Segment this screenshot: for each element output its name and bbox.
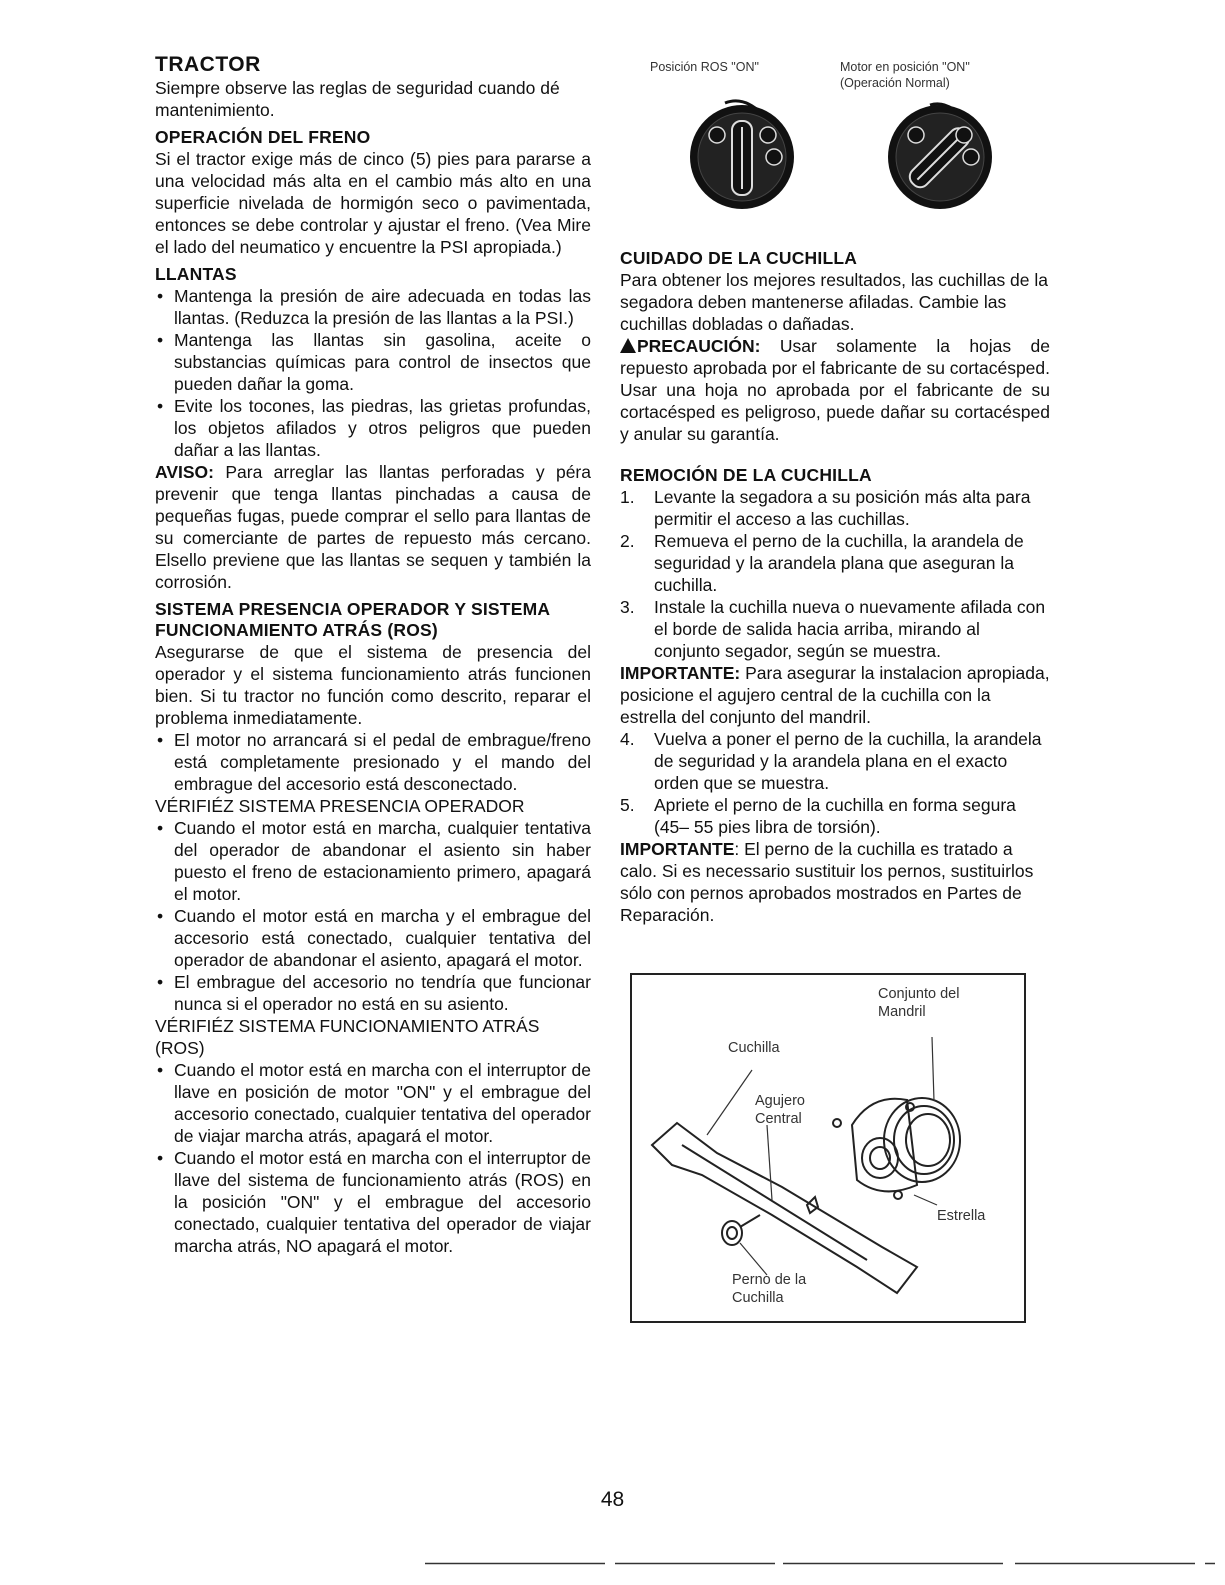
verify-operator-list (155, 817, 591, 1015)
step-text: Vuelva a poner el perno de la cuchilla, la arandela de seguridad y la arandela plana en el exacto orden que se muestra. (654, 729, 1042, 793)
blade-assembly-diagram (632, 975, 1024, 1321)
important-text: Para asegurar la instalacion apropiada, posicione el agujero central de la cuchilla con la estrella del conjunto del mandril. (620, 663, 1050, 727)
brake-text: Si el tractor exige más de cinco (5) pies para pararse a una velocidad más alta en el cambio más alto en una superficie nivelada de hormigón seco o pavimentada, entonces se debe controlar y ajustar el freno. (Vea Mire el lado del neumatico y encuentre la PSI apropiada.) (155, 149, 591, 257)
blade-diagram-figure (630, 973, 1026, 1323)
mandrel-assembly-icon (833, 1098, 960, 1199)
list-item (620, 794, 1050, 838)
list-item: • Cuando el motor está en marcha, cualquier tentativa del operador de abandonar el asiento sin haber puesto el freno de estacionamiento primero, apagará el motor. (155, 817, 591, 905)
list-item: • Evite los tocones, las piedras, las grietas profundas, los objetos afilados y otros peligros que pueden dañar a las llantas. (155, 395, 591, 461)
step-text: Instale la cuchilla nueva o nuevamente afilada con el borde de salida hacia arriba, mirando al conjunto segador, según se muestra. (654, 597, 1046, 661)
step-number: 4. (620, 729, 635, 749)
verify-ros-list (155, 1059, 591, 1257)
caution-text: Usar solamente la hojas de repuesto aprobada por el fabricante de su cortacésped. Usar una hoja no aprobada por el fabricante de su cortacésped es peligroso, puede dañar su cortacésped y anular su garantía. (620, 336, 1051, 444)
ignition-switch-diagram (650, 55, 1070, 235)
bottom-rule (0, 1562, 1225, 1565)
motor-caption-2: (Operación Normal) (840, 76, 950, 90)
tires-list (155, 285, 591, 461)
step-number: 5. (620, 795, 635, 815)
center-hole-label-1: Agujero (755, 1093, 805, 1109)
left-column (155, 52, 591, 1257)
blade-bolt-label-2: Cuchilla (732, 1290, 784, 1306)
verify-operator-heading: VÉRIFIÉZ SISTEMA PRESENCIA OPERADOR (155, 796, 525, 816)
step-number: 1. (620, 487, 635, 507)
right-column (620, 248, 1050, 926)
important-note-1 (620, 662, 1050, 728)
caution-label: PRECAUCIÓN: (637, 336, 761, 356)
step-text: Remueva el perno de la cuchilla, la arandela de seguridad y la arandela plana que aseguran la cuchilla. (654, 531, 1024, 595)
aviso-text: Para arreglar las llantas perforadas y péra prevenir que tenga llantas pinchadas a causa de pequeñas fugas, puede comprar el sello para llantas de su comerciante de partes de repuesto más cercano. Elsello previene que las llantas se sequen y también la corrosión. (155, 462, 591, 592)
intro-text: Siempre observe las reglas de seguridad cuando dé mantenimiento. (155, 78, 560, 120)
blade-care-heading: CUIDADO DE LA CUCHILLA (620, 248, 858, 268)
section-title: TRACTOR (155, 53, 261, 76)
step-text: Apriete el perno de la cuchilla en forma segura (45– 55 pies libra de torsión). (654, 795, 1016, 837)
ignition-switch-figure (650, 55, 1070, 235)
blade-removal-heading: REMOCIÓN DE LA CUCHILLA (620, 465, 872, 485)
ros-switch-icon (690, 101, 794, 209)
list-item (620, 596, 1050, 662)
warning-icon (620, 338, 636, 353)
blade-bolt-icon (722, 1215, 760, 1245)
verify-ros-heading: VÉRIFIÉZ SISTEMA FUNCIONAMIENTO ATRÁS (ROS) (155, 1016, 540, 1058)
step-text: Levante la segadora a su posición más alta para permitir el acceso a las cuchillas. (654, 487, 1031, 529)
important-note-2 (620, 838, 1050, 926)
aviso-paragraph (155, 461, 591, 593)
blade-care-text: Para obtener los mejores resultados, las cuchillas de la segadora deben mantenerse afiladas. Cambie las cuchillas dobladas o dañadas. (620, 270, 1048, 334)
star-label: Estrella (937, 1208, 986, 1224)
ros-caption: Posición ROS "ON" (650, 60, 759, 74)
important-text: : El perno de la cuchilla es tratado a calo. Si es necessario sustituir los pernos, sustituirlos sólo con pernos aprobados mostrados en Partes de Reparación. (620, 839, 1034, 925)
blade-label: Cuchilla (728, 1040, 780, 1056)
list-item (620, 530, 1050, 596)
list-item: • Cuando el motor está en marcha con el interruptor de llave en posición de motor "ON" y el embrague del accesorio conectado, cualquier tentativa del operador de viajar marcha atrás, apagará el motor. (155, 1059, 591, 1147)
list-item (620, 728, 1050, 794)
tires-heading: LLANTAS (155, 264, 237, 284)
ros-heading: SISTEMA PRESENCIA OPERADOR Y SISTEMA FUNCIONAMIENTO ATRÁS (ROS) (155, 599, 550, 640)
important-label: IMPORTANTE: (620, 663, 741, 683)
list-item (620, 486, 1050, 530)
brake-heading: OPERACIÓN DEL FRENO (155, 127, 371, 147)
caution-paragraph (620, 335, 1050, 445)
ros-list (155, 729, 591, 795)
list-item: • El motor no arrancará si el pedal de embrague/freno está completamente presionado y el mando del embrague del accesorio está desconectado. (155, 729, 591, 795)
mandrel-label-2: Mandril (878, 1004, 926, 1020)
list-item: • Cuando el motor está en marcha con el interruptor de llave del sistema de funcionamiento atrás (ROS) en la posición "ON" y el embrague del accesorio conectado, cualquier tentativa del operador de viajar marcha atrás, NO apagará el motor. (155, 1147, 591, 1257)
list-item: • El embrague del accesorio no tendría que funcionar nunca si el operador no está en su asiento. (155, 971, 591, 1015)
removal-steps-list (620, 486, 1050, 662)
motor-switch-icon (888, 104, 992, 209)
list-item: • Mantenga la presión de aire adecuada en todas las llantas. (Reduzca la presión de las llantas a la PSI.) (155, 285, 591, 329)
list-item: • Mantenga las llantas sin gasolina, aceite o substancias químicas para control de insectos que pueden dañar la goma. (155, 329, 591, 395)
page-number: 48 (600, 1488, 625, 1511)
blade-icon (652, 1123, 917, 1293)
important-label: IMPORTANTE (620, 839, 735, 859)
blade-bolt-label-1: Perno de la (732, 1272, 807, 1288)
mandrel-label-1: Conjunto del (878, 986, 960, 1002)
step-number: 3. (620, 597, 635, 617)
motor-caption-1: Motor en posición "ON" (840, 60, 970, 74)
list-item: • Cuando el motor está en marcha y el embrague del accesorio está conectado, cualquier tentativa del operador de abandonar el asiento, apagará el motor. (155, 905, 591, 971)
ros-text: Asegurarse de que el sistema de presencia del operador y el sistema funcionamiento atrás funcionen bien. Si tu tractor no función como descrito, reparar el problema inmediatamente. (155, 642, 591, 728)
center-hole-label-2: Central (755, 1111, 802, 1127)
step-number: 2. (620, 531, 635, 551)
removal-steps-list-continued (620, 728, 1050, 838)
aviso-label: AVISO: (155, 462, 214, 482)
